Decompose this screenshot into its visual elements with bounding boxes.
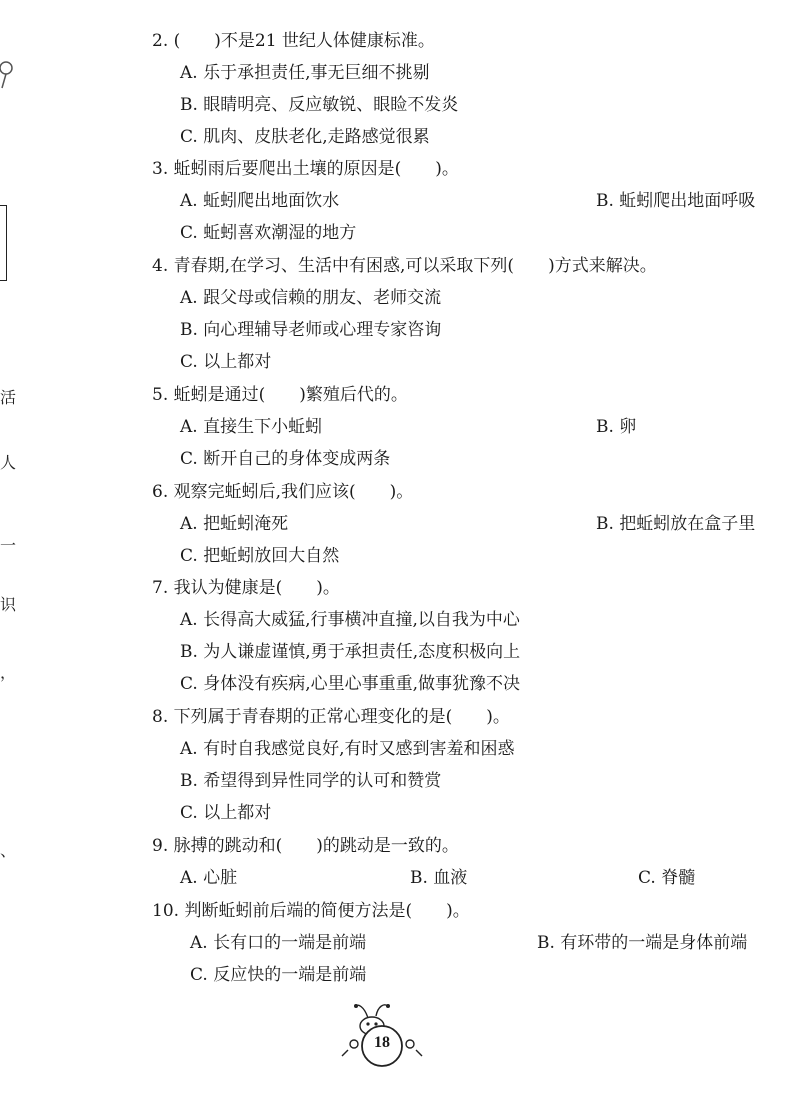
margin-char-4: 识 [0, 595, 17, 614]
page-number: 18 [374, 1034, 390, 1051]
question-4-option-b: B. 向心理辅导老师或心理专家咨询 [180, 320, 442, 340]
question-7-option-c: C. 身体没有疾病,心里心事重重,做事犹豫不决 [180, 674, 521, 694]
margin-flower-icon [0, 58, 20, 96]
margin-box [0, 205, 7, 281]
question-8-stem: 8. 下列属于青春期的正常心理变化的是( )。 [152, 707, 510, 727]
margin-char-3: 一 [0, 536, 17, 555]
question-7-stem: 7. 我认为健康是( )。 [152, 578, 340, 598]
question-5-stem: 5. 蚯蚓是通过( )繁殖后代的。 [152, 385, 408, 405]
question-7-option-b: B. 为人谦虚谨慎,勇于承担责任,态度积极向上 [180, 642, 521, 662]
question-8-option-b: B. 希望得到异性同学的认可和赞赏 [180, 771, 442, 791]
margin-char-6: 、 [0, 841, 17, 860]
question-10-stem: 10. 判断蚯蚓前后端的简便方法是( )。 [152, 901, 470, 921]
question-2-stem: 2. ( )不是21 世纪人体健康标准。 [152, 31, 435, 51]
question-6-option-b: B. 把蚯蚓放在盒子里 [596, 514, 756, 534]
question-7-option-a: A. 长得高大威猛,行事横冲直撞,以自我为中心 [180, 610, 520, 630]
question-6-stem: 6. 观察完蚯蚓后,我们应该( )。 [152, 482, 414, 502]
question-8-option-a: A. 有时自我感觉良好,有时又感到害羞和困惑 [180, 739, 515, 759]
question-6-option-c: C. 把蚯蚓放回大自然 [180, 546, 340, 566]
question-10-option-c: C. 反应快的一端是前端 [190, 965, 367, 985]
question-5-option-b: B. 卵 [596, 417, 637, 437]
question-3-option-a: A. 蚯蚓爬出地面饮水 [180, 191, 340, 211]
question-3-stem: 3. 蚯蚓雨后要爬出土壤的原因是( )。 [152, 159, 459, 179]
question-8-option-c: C. 以上都对 [180, 803, 272, 823]
question-9-stem: 9. 脉搏的跳动和( )的跳动是一致的。 [152, 836, 459, 856]
question-5-option-a: A. 直接生下小蚯蚓 [180, 417, 323, 437]
question-6-option-a: A. 把蚯蚓淹死 [180, 514, 289, 534]
question-9-option-a: A. 心脏 [180, 868, 238, 888]
question-9-option-b: B. 血液 [410, 868, 468, 888]
question-9-option-c: C. 脊髓 [638, 868, 696, 888]
question-3-option-b: B. 蚯蚓爬出地面呼吸 [596, 191, 756, 211]
question-10-option-b: B. 有环带的一端是身体前端 [537, 933, 748, 953]
question-2-option-c: C. 肌肉、皮肤老化,走路感觉很累 [180, 127, 430, 147]
question-4-option-c: C. 以上都对 [180, 352, 272, 372]
question-4-stem: 4. 青春期,在学习、生活中有困惑,可以采取下列( )方式来解决。 [152, 256, 657, 276]
margin-char-5: ， [0, 663, 17, 682]
question-10-option-a: A. 长有口的一端是前端 [190, 933, 367, 953]
question-3-option-c: C. 蚯蚓喜欢潮湿的地方 [180, 223, 357, 243]
question-2-option-a: A. 乐于承担责任,事无巨细不挑剔 [180, 63, 430, 83]
question-5-option-c: C. 断开自己的身体变成两条 [180, 449, 391, 469]
margin-char-2: 人 [0, 453, 17, 472]
margin-char-1: 活 [0, 388, 17, 407]
question-2-option-b: B. 眼睛明亮、反应敏锐、眼睑不发炎 [180, 95, 459, 115]
question-4-option-a: A. 跟父母或信赖的朋友、老师交流 [180, 288, 442, 308]
